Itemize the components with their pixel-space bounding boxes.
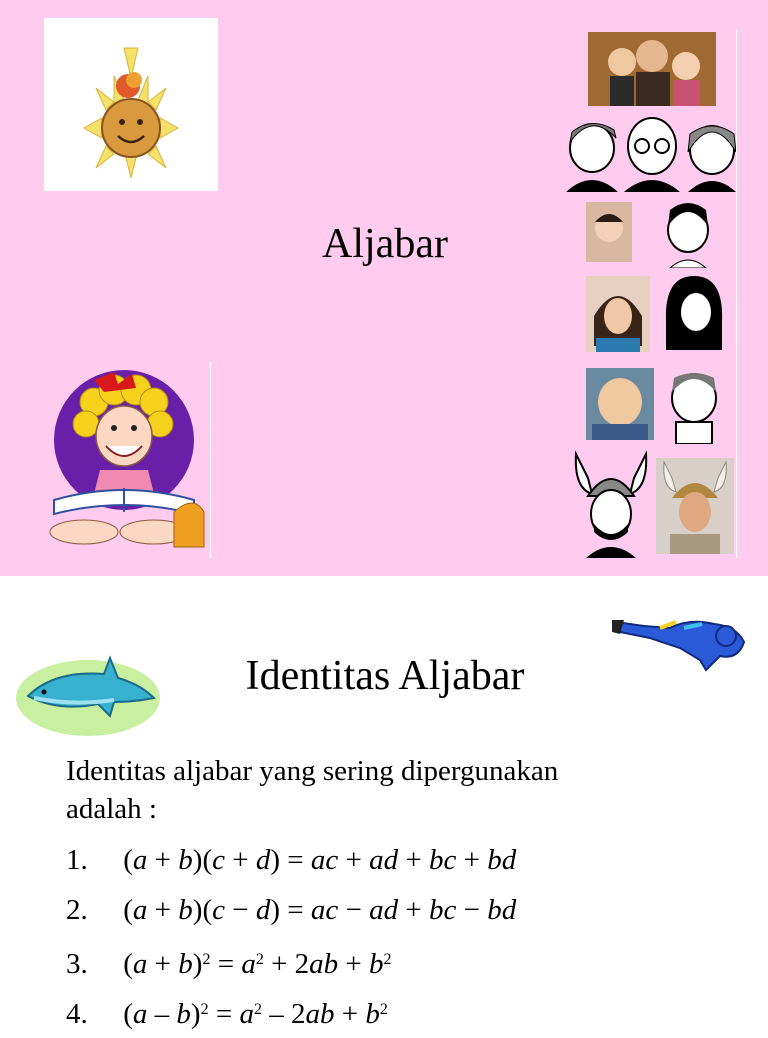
identity-expression: $(a - b)^2 = a^2 - 2ab + b^2$ (123, 998, 388, 1030)
slide-1-title: Aljabar (322, 221, 448, 267)
skydiver-clipart (610, 598, 748, 678)
sun-icon (44, 18, 218, 191)
intro-line-2: adalah : (66, 793, 157, 825)
girl-reading-icon (44, 362, 214, 558)
divider (736, 30, 737, 558)
child-photo (586, 202, 632, 262)
identity-expression: $(a + b)^2 = a^2 + 2ab + b^2$ (123, 948, 392, 980)
family-photos-caricatures (560, 28, 750, 558)
list-item (66, 988, 746, 1038)
list-number: 1. (66, 844, 88, 876)
list-item (66, 838, 746, 888)
list-number: 4. (66, 998, 88, 1030)
list-item (66, 938, 746, 988)
baby-photo (586, 368, 654, 440)
viking-caricature-icon (570, 448, 652, 558)
identity-expression: (a + b)(c − d) = ac − ad + bc − bd (123, 894, 517, 926)
woman-photo (586, 276, 650, 352)
child-caricature-icon (658, 196, 718, 268)
intro-text (66, 752, 716, 828)
identity-expression: (a + b)(c + d) = ac + ad + bc + bd (123, 844, 517, 876)
skydiver-icon (610, 598, 748, 678)
family-photo (588, 32, 716, 106)
dolphin-icon (14, 640, 162, 740)
viking-photo (656, 458, 734, 554)
sun-clipart (44, 18, 218, 191)
baby-caricature-icon (666, 366, 722, 444)
woman-caricature-icon (660, 272, 728, 354)
identity-list (66, 838, 746, 1038)
girl-reading-book-clipart (44, 362, 214, 558)
list-item (66, 888, 746, 938)
slide-2-title: Identitas Aljabar (245, 653, 525, 699)
dolphin-clipart (14, 640, 162, 740)
divider (210, 362, 211, 558)
intro-line-1: Identitas aljabar yang sering dipergunakan (66, 755, 559, 787)
family-caricature-icon (564, 112, 744, 192)
list-number: 3. (66, 948, 88, 980)
family-photo-image (588, 32, 716, 106)
list-number: 2. (66, 894, 88, 926)
